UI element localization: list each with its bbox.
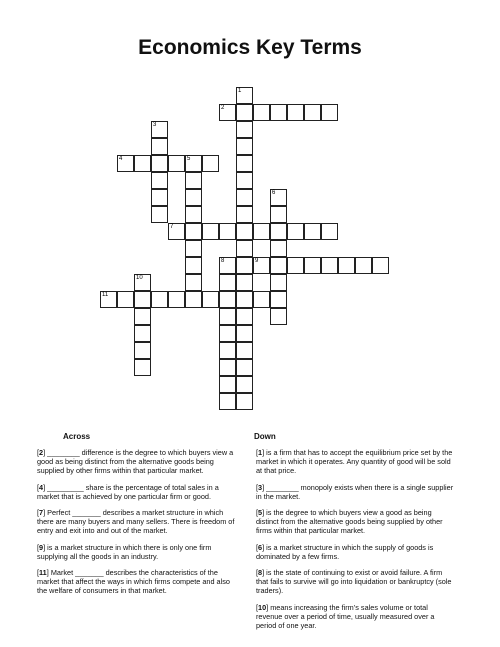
grid-cell (151, 206, 168, 223)
clue-number: 10 (136, 275, 143, 281)
clue-number: 5 (187, 156, 191, 162)
across-clue-list (37, 448, 235, 603)
grid-cell-1 (236, 87, 253, 104)
grid-cell (236, 342, 253, 359)
grid-cell (185, 240, 202, 257)
grid-cell (304, 223, 321, 240)
grid-cell (304, 104, 321, 121)
clue-number: 11 (102, 292, 109, 298)
grid-cell (270, 274, 287, 291)
grid-cell (219, 308, 236, 325)
clue-across-11: [11] Market _______ describes the characteristics of the market that affect the ways in which firms compete and also the welfare of consumers in that market. (37, 568, 230, 596)
grid-cell (219, 291, 236, 308)
down-clue-list (256, 448, 454, 637)
grid-cell (270, 206, 287, 223)
grid-cell (270, 104, 287, 121)
grid-cell (236, 325, 253, 342)
grid-cell (236, 291, 253, 308)
clue-across-4: [4] _________ share is the percentage of total sales in a market that is achieved by one particular firm or good. (37, 482, 219, 501)
grid-cell-10 (134, 274, 151, 291)
grid-cell (321, 223, 338, 240)
grid-cell (185, 257, 202, 274)
clue-number: 2 (221, 105, 225, 111)
clue-down-8: [8] is the state of continuing to exist or avoid failure. A firm that fails to survive will go into liquidation or bankruptcy (sole traders). (256, 568, 452, 596)
grid-cell (185, 206, 202, 223)
grid-cell-9 (253, 257, 270, 274)
clue-down-10: [10] means increasing the firm’s sales volume or total revenue over a period of time, usually measured over a period of one year. (256, 602, 435, 631)
grid-cell (270, 291, 287, 308)
grid-cell (151, 155, 168, 172)
grid-cell (236, 274, 253, 291)
grid-cell (304, 257, 321, 274)
grid-cell-4 (117, 155, 134, 172)
grid-cell (270, 223, 287, 240)
grid-cell (168, 291, 185, 308)
grid-cell (134, 325, 151, 342)
grid-cell (219, 223, 236, 240)
grid-cell (185, 189, 202, 206)
across-heading: Across (63, 432, 91, 441)
grid-cell (219, 393, 236, 410)
clue-number: 6 (272, 190, 276, 196)
grid-cell (236, 240, 253, 257)
grid-cell (253, 104, 270, 121)
grid-cell (270, 308, 287, 325)
grid-cell (236, 155, 253, 172)
grid-cell (202, 155, 219, 172)
grid-cell (236, 308, 253, 325)
grid-cell (134, 155, 151, 172)
grid-cell (202, 291, 219, 308)
grid-cell (117, 291, 134, 308)
grid-cell (355, 257, 372, 274)
clue-down-1: [1] is a firm that has to accept the equilibrium price set by the market in which it operates. Any quantity of good will be sold at that price. (256, 448, 453, 476)
grid-cell (253, 223, 270, 240)
clue-number: 3 (153, 122, 157, 128)
grid-cell (185, 274, 202, 291)
grid-cell (219, 376, 236, 393)
grid-cell (219, 342, 236, 359)
grid-cell-6 (270, 189, 287, 206)
grid-cell (134, 308, 151, 325)
grid-cell (253, 291, 270, 308)
grid-cell (287, 257, 304, 274)
grid-cell-8 (219, 257, 236, 274)
grid-cell-3 (151, 121, 168, 138)
grid-cell (236, 138, 253, 155)
puzzle-title: Economics Key Terms (138, 36, 362, 59)
grid-cell (236, 189, 253, 206)
grid-cell-7 (168, 223, 185, 240)
clue-number: 1 (238, 88, 242, 94)
grid-cell (151, 172, 168, 189)
grid-cell (236, 223, 253, 240)
grid-cell (287, 223, 304, 240)
grid-cell (236, 121, 253, 138)
clue-across-7: [7] Perfect _______ describes a market structure in which there are many buyers and many sellers. There is freedom of entry and exit into and out of the market. (37, 508, 235, 536)
grid-cell (185, 223, 202, 240)
grid-cell (151, 189, 168, 206)
clue-number: 9 (255, 258, 259, 264)
grid-cell (151, 291, 168, 308)
grid-cell (151, 138, 168, 155)
grid-cell (236, 206, 253, 223)
grid-cell (236, 393, 253, 410)
grid-cell (287, 104, 304, 121)
clue-number: 7 (170, 224, 174, 230)
grid-cell (236, 104, 253, 121)
clue-number: 4 (119, 156, 123, 162)
clue-across-9: [9] is a market structure in which there is only one firm supplying all the goods in an industry. (37, 542, 212, 561)
down-heading: Down (254, 432, 276, 441)
grid-cell-11 (100, 291, 117, 308)
grid-cell (219, 274, 236, 291)
grid-cell (134, 342, 151, 359)
grid-cell (134, 359, 151, 376)
grid-cell (219, 325, 236, 342)
grid-cell (185, 291, 202, 308)
grid-cell-5 (185, 155, 202, 172)
grid-cell (321, 257, 338, 274)
grid-cell (202, 223, 219, 240)
grid-cell (185, 172, 202, 189)
grid-cell (134, 291, 151, 308)
grid-cell (219, 359, 236, 376)
grid-cell (236, 257, 253, 274)
clue-number: 8 (221, 258, 225, 264)
clue-down-5: [5] is the degree to which buyers view a good as being distinct from the alternative goods being supplied by other firms within that particular market. (256, 508, 443, 536)
grid-cell (270, 257, 287, 274)
grid-cell (168, 155, 185, 172)
grid-cell (236, 359, 253, 376)
grid-cell (270, 240, 287, 257)
clue-across-2: [2] ________ difference is the degree to which buyers view a good as being distinct from the alternative goods being supplied by other firms within that particular market. (37, 448, 234, 476)
clue-down-6: [6] is a market structure in which the supply of goods is dominated by a few firms. (256, 542, 434, 561)
grid-cell-2 (219, 104, 236, 121)
grid-cell (338, 257, 355, 274)
grid-cell (236, 376, 253, 393)
grid-cell (321, 104, 338, 121)
grid-cell (372, 257, 389, 274)
clue-down-3: [3] ________ monopoly exists when there is a single supplier in the market. (256, 482, 454, 501)
grid-cell (236, 172, 253, 189)
